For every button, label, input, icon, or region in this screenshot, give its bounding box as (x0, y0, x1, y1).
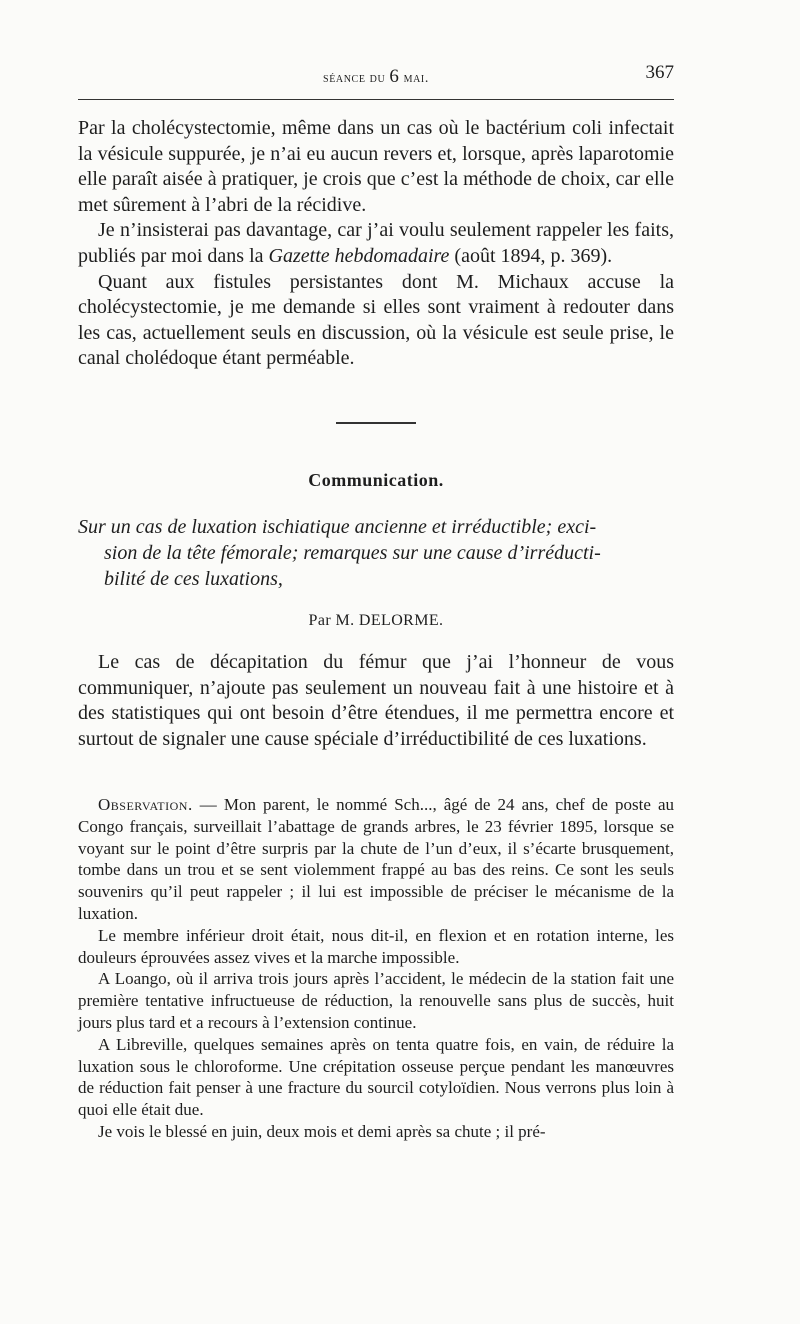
journal-title: Gazette hebdomadaire (268, 244, 450, 267)
paragraph-2 (78, 218, 674, 269)
section-title: Communication. (308, 470, 444, 490)
observation-paragraph-4: A Libreville, quelques semaines après on tenta quatre fois, en vain, de réduire la luxation sous le chloroforme. Une crépitation osseuse perçue pendant les manœuvres de réduction fait penser à une fracture du sourcil cotyloïdien. Nous verrons plus loin à quoi elle était due. (78, 1034, 674, 1120)
header-rule (78, 99, 674, 100)
subtitle-line-2: sion de la tête fémorale; remarques sur une cause d’irréducti- (104, 542, 601, 564)
observation-block (78, 794, 674, 1143)
section-separator (336, 422, 416, 424)
intro-block (78, 650, 674, 752)
running-header (78, 62, 674, 88)
running-title-number: 6 (389, 66, 400, 87)
subtitle-line-3: bilité de ces luxations, (104, 568, 283, 590)
subtitle-line-1: Sur un cas de luxation ischiatique ancienne et irréductible; exci- (78, 516, 597, 538)
article-subtitle (78, 514, 674, 592)
previous-text-block (78, 116, 674, 372)
author-byline: Par M. DELORME. (308, 612, 444, 629)
observation-label: Observation. (98, 795, 193, 814)
observation-paragraph (78, 794, 674, 925)
intro-paragraph: Le cas de décapitation du fémur que j’ai l’honneur de vous communiquer, n’ajoute pas seulement un nouveau fait à une histoire et à des statistiques qui ont besoin d’être étendues, il me permettra encore et surtout de signaler une cause spéciale d’irréductibilité de ces luxations. (78, 651, 674, 750)
paragraph-1: Par la cholécystectomie, même dans un cas où le bactérium coli infectait la vésicule suppurée, je n’ai eu aucun revers et, lorsque, après laparotomie elle paraît aisée à pratiquer, je crois que c’est la méthode de choix, car elle met sûrement à l’abri de la récidive. (78, 117, 674, 216)
running-title (78, 66, 674, 88)
page-number: 367 (645, 62, 674, 83)
paragraph-2-text: Je n’insisterai pas davantage, car j’ai voulu seulement rappeler les faits, publiés par moi dans la (78, 219, 674, 267)
running-title-post: mai. (399, 71, 429, 86)
observation-paragraph-2: Le membre inférieur droit était, nous dit-il, en flexion et en rotation interne, les douleurs éprouvées assez vives et la marche impossible. (78, 925, 674, 967)
observation-paragraph-5: Je vois le blessé en juin, deux mois et demi après sa chute ; il pré- (98, 1121, 546, 1141)
paragraph-3: Quant aux fistules persistantes dont M. Michaux accuse la cholécystectomie, je me demande si elles sont vraiment à redouter dans les cas, actuellement seuls en discussion, où la vésicule est seule prise, le canal cholédoque étant perméable. (78, 270, 674, 370)
running-title-pre: séance du (323, 71, 390, 86)
paragraph-2-citation: (août 1894, p. 369). (449, 244, 613, 267)
observation-paragraph-3: A Loango, où il arriva trois jours après l’accident, le médecin de la station fait une première tentative infructueuse de réduction, la renouvelle sans plus de succès, huit jours plus tard et a recours à l’extension continue. (78, 969, 674, 1032)
observation-text: — Mon parent, le nommé Sch..., âgé de 24 ans, chef de poste au Congo français, surveillait l’abattage de grands arbres, le 23 février 1895, lorsque se voyant sur le point d’être surpris par la chute de l’un d’eux, il s’écarte brusquement, tombe dans un trou et se sent violemment frappé au bas des reins. Ce sont les seuls souvenirs qu’il peut rappeler ; il lui est impossible de préciser le mécanisme de la luxation. (78, 795, 674, 923)
